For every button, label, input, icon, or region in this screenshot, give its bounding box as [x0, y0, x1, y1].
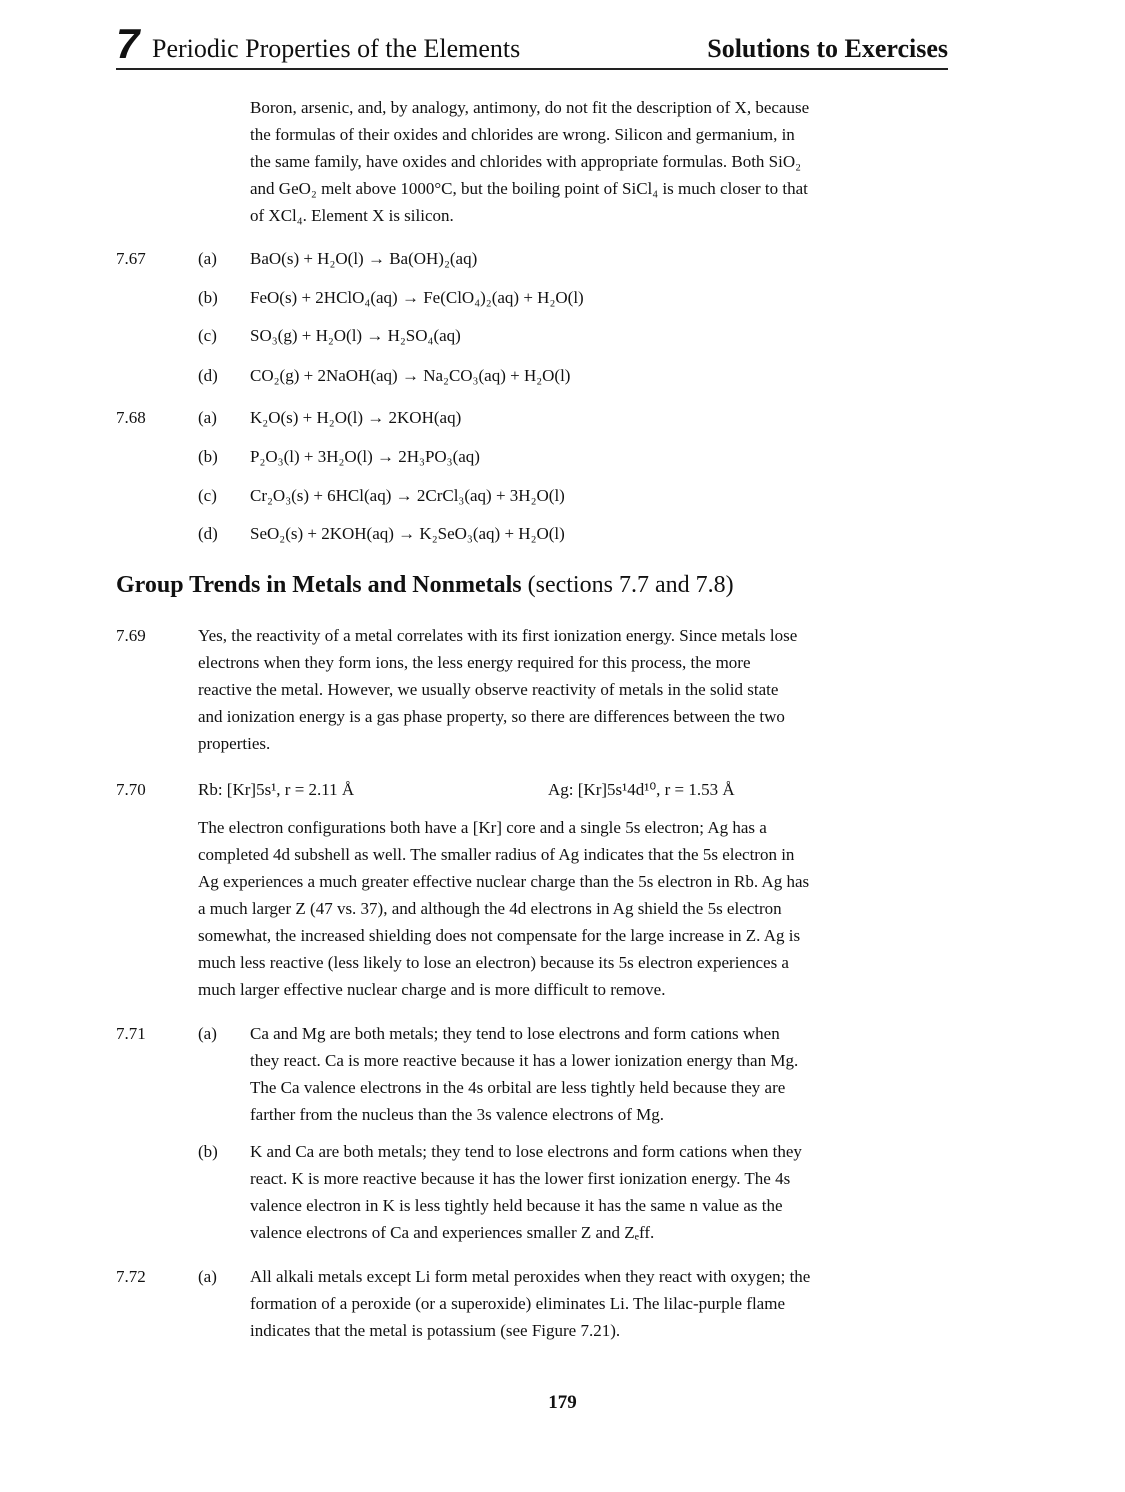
text-line: much less reactive (less likely to lose an electron) because its 5s electron experiences a	[198, 953, 789, 972]
text-line: farther from the nucleus than the 3s valence electrons of Mg.	[250, 1105, 664, 1124]
text-line: much larger effective nuclear charge and is more difficult to remove.	[198, 980, 666, 999]
text-line: they react. Ca is more reactive because it has a lower ionization energy than Mg.	[250, 1051, 799, 1070]
answer-paragraph	[198, 622, 950, 757]
rb-configuration: Rb: [Kr]5s¹, r = 2.11 Å	[198, 780, 355, 799]
equation: SO₃(g) + H₂O(l) → H₂SO₄(aq)	[250, 326, 461, 345]
part-label: (c)	[198, 486, 217, 505]
exercise-number: 7.70	[116, 780, 146, 799]
text-line: and ionization energy is a gas phase property, so there are differences between the two	[198, 707, 785, 726]
chapter-title: Periodic Properties of the Elements	[152, 34, 521, 63]
text-line: completed 4d subshell as well. The smaller radius of Ag indicates that the 5s electron in	[198, 845, 795, 864]
page-number: 179	[548, 1392, 577, 1413]
chapter-number: 7	[116, 20, 140, 67]
equation: K₂O(s) + H₂O(l) → 2KOH(aq)	[250, 408, 462, 427]
section-heading-ref: (sections 7.7 and 7.8)	[527, 572, 734, 598]
part-label: (a)	[198, 1024, 217, 1043]
text-line: Ca and Mg are both metals; they tend to lose electrons and form cations when	[250, 1024, 780, 1043]
equation: CO₂(g) + 2NaOH(aq) → Na₂CO₃(aq) + H₂O(l)	[250, 366, 571, 385]
part-label: (d)	[198, 366, 218, 385]
text-line: Ag experiences a much greater effective nuclear charge than the 5s electron in Rb. Ag has	[198, 872, 810, 891]
equation: FeO(s) + 2HClO₄(aq) → Fe(ClO₄)₂(aq) + H₂O(l)	[250, 288, 584, 307]
text-line: Boron, arsenic, and, by analogy, antimony, do not fit the description of X, because	[250, 98, 810, 117]
text-line: somewhat, the increased shielding does not compensate for the large increase in Z. Ag is	[198, 926, 801, 945]
exercise-number: 7.68	[116, 408, 146, 427]
part-label: (c)	[198, 326, 217, 345]
text-line: reactive the metal. However, we usually observe reactivity of metals in the solid state	[198, 680, 779, 699]
equation: Cr₂O₃(s) + 6HCl(aq) → 2CrCl₃(aq) + 3H₂O(l)	[250, 486, 565, 505]
text-line: valence electrons of Ca and experiences smaller Z and Zₑff.	[250, 1223, 655, 1242]
answer-paragraph	[250, 1138, 950, 1246]
part-label: (a)	[198, 408, 217, 427]
part-label: (b)	[198, 1142, 218, 1161]
text-line: and GeO₂ melt above 1000°C, but the boiling point of SiCl₄ is much closer to that	[250, 179, 808, 198]
text-line: All alkali metals except Li form metal peroxides when they react with oxygen; the	[250, 1267, 811, 1286]
text-line: indicates that the metal is potassium (see Figure 7.21).	[250, 1321, 621, 1340]
part-label: (d)	[198, 524, 218, 543]
text-line: The electron configurations both have a [Kr] core and a single 5s electron; Ag has a	[198, 818, 767, 837]
text-line: the formulas of their oxides and chlorides are wrong. Silicon and germanium, in	[250, 125, 795, 144]
text-line: valence electron in K is less tightly held because it has the same n value as the	[250, 1196, 783, 1215]
equation: P₂O₃(l) + 3H₂O(l) → 2H₃PO₃(aq)	[250, 447, 480, 466]
ag-configuration: Ag: [Kr]5s¹4d¹⁰, r = 1.53 Å	[548, 780, 735, 799]
text-line: formation of a peroxide (or a superoxide) eliminates Li. The lilac-purple flame	[250, 1294, 785, 1313]
answer-paragraph	[250, 1263, 950, 1344]
exercise-number: 7.69	[116, 626, 146, 645]
text-line: electrons when they form ions, the less energy required for this process, the more	[198, 653, 751, 672]
intro-paragraph	[250, 94, 950, 229]
part-label: (b)	[198, 447, 218, 466]
equation: BaO(s) + H₂O(l) → Ba(OH)₂(aq)	[250, 249, 478, 268]
exercise-number: 7.71	[116, 1024, 146, 1043]
part-label: (a)	[198, 249, 217, 268]
text-line: a much larger Z (47 vs. 37), and although the 4d electrons in Ag shield the 5s electron	[198, 899, 782, 918]
answer-paragraph	[250, 1020, 950, 1128]
exercise-number: 7.72	[116, 1267, 146, 1286]
section-heading-bold: Group Trends in Metals and Nonmetals	[116, 572, 522, 598]
text-line: of XCl₄. Element X is silicon.	[250, 206, 454, 225]
part-label: (b)	[198, 288, 218, 307]
part-label: (a)	[198, 1267, 217, 1286]
section-heading	[116, 572, 734, 599]
text-line: The Ca valence electrons in the 4s orbital are less tightly held because they are	[250, 1078, 786, 1097]
running-header	[116, 22, 948, 70]
text-line: react. K is more reactive because it has the lower first ionization energy. The 4s	[250, 1169, 791, 1188]
text-line: properties.	[198, 734, 271, 753]
section-heading-right: Solutions to Exercises	[707, 34, 948, 63]
text-line: the same family, have oxides and chlorides with appropriate formulas. Both SiO₂	[250, 152, 802, 171]
text-line: Yes, the reactivity of a metal correlates with its first ionization energy. Since metals lose	[198, 626, 798, 645]
answer-paragraph	[198, 814, 950, 1003]
equation: SeO₂(s) + 2KOH(aq) → K₂SeO₃(aq) + H₂O(l)	[250, 524, 565, 543]
exercise-number: 7.67	[116, 249, 146, 268]
text-line: K and Ca are both metals; they tend to lose electrons and form cations when they	[250, 1142, 802, 1161]
